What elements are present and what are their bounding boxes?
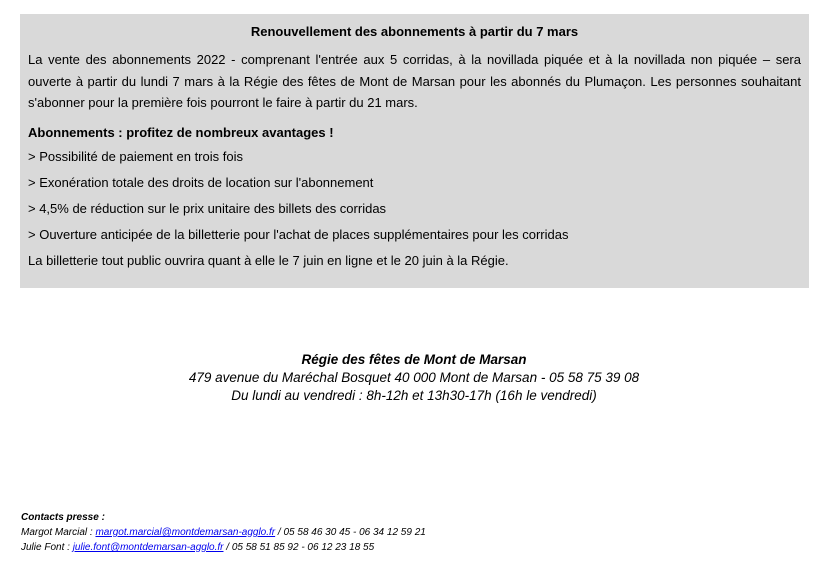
regie-hours: Du lundi au vendredi : 8h-12h et 13h30-17h (16h le vendredi) [231, 388, 597, 403]
contact-name: Margot Marcial : [21, 527, 96, 538]
contact-line [21, 540, 426, 555]
regie-name: Régie des fêtes de Mont de Marsan [301, 352, 527, 367]
regie-info [0, 351, 828, 405]
press-contacts [21, 510, 426, 555]
announcement-intro: La vente des abonnements 2022 - comprenant l'entrée aux 5 corridas, à la novillada piquée et à la novillada non piquée – sera ouverte à partir du lundi 7 mars à la Régie des fêtes de Mont de Marsan pour les abonnés du Plumaçon. Les personnes souhaitant s'abonner pour la première fois pourront le faire à partir du 21 mars. [28, 52, 801, 110]
advantage-item: > 4,5% de réduction sur le prix unitaire des billets des corridas [28, 200, 387, 216]
advantage-item: > Ouverture anticipée de la billetterie pour l'achat de places supplémentaires pour les corridas [28, 226, 569, 242]
contact-email-link[interactable]: margot.marcial@montdemarsan-agglo.fr [95, 527, 276, 538]
announcement-title: Renouvellement des abonnements à partir du 7 mars [250, 24, 579, 39]
contacts-heading: Contacts presse : [21, 512, 105, 523]
contact-phones: / 05 58 46 30 45 - 06 34 12 59 21 [275, 527, 426, 538]
advantage-item: > Exonération totale des droits de location sur l'abonnement [28, 174, 374, 190]
contact-email-link[interactable]: julie.font@montdemarsan-agglo.fr [72, 542, 224, 553]
regie-address: 479 avenue du Maréchal Bosquet 40 000 Mont de Marsan - 05 58 75 39 08 [188, 370, 640, 385]
advantage-item: > Possibilité de paiement en trois fois [28, 148, 243, 164]
contact-phones: / 05 58 51 85 92 - 06 12 23 18 55 [223, 542, 375, 553]
advantages-heading: Abonnements : profitez de nombreux avantages ! [28, 124, 334, 140]
announcement-closing: La billetterie tout public ouvrira quant à elle le 7 juin en ligne et le 20 juin à la Régie. [28, 252, 509, 268]
advantages-list [28, 144, 801, 248]
announcement-box [20, 14, 809, 288]
contact-name: Julie Font : [21, 542, 73, 553]
contact-line [21, 525, 426, 540]
